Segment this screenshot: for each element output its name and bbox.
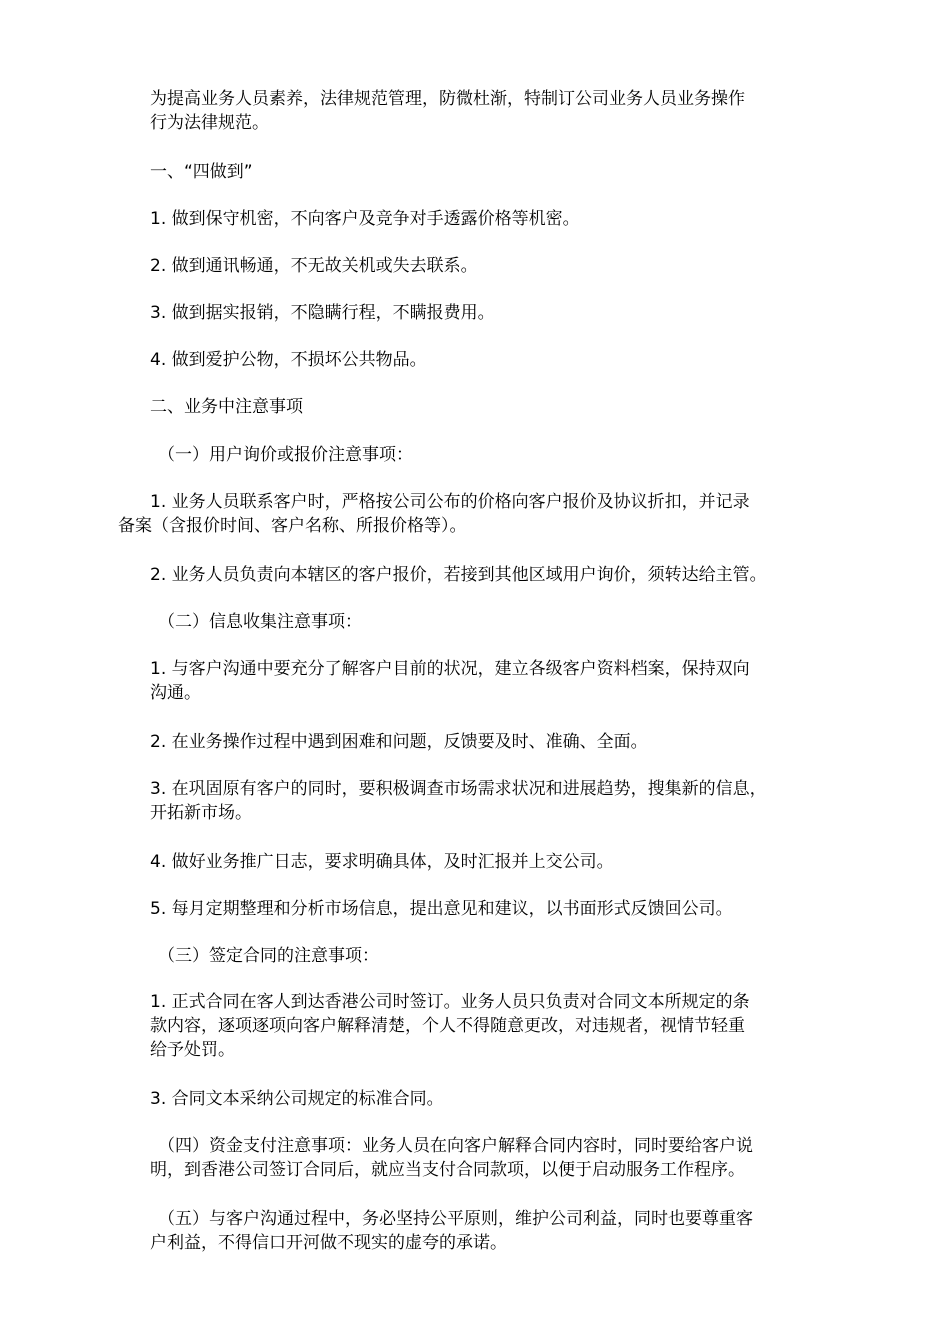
intro-line-1: 为提高业务人员素养，法律规范管理，防微杜渐，特制订公司业务人员业务操作 bbox=[150, 89, 745, 109]
s1-item-3-text: 3. 做到据实报销，不隐瞒行程，不瞒报费用。 bbox=[150, 303, 495, 323]
sub-2-title: （二）信息收集注意事项： bbox=[158, 612, 362, 632]
sub-2-heading bbox=[158, 610, 848, 634]
sub-2-item-4 bbox=[150, 850, 840, 874]
sub-4-line-2: 明，到香港公司签订合同后，就应当支付合同款项，以便于启动服务工作程序。 bbox=[150, 1160, 745, 1180]
sub-3-item-2-text: 3. 合同文本采纳公司规定的标准合同。 bbox=[150, 1089, 444, 1109]
sub-2-item-2 bbox=[150, 730, 840, 754]
s1-item-3 bbox=[150, 301, 840, 325]
s1-item-2 bbox=[150, 254, 840, 278]
sub-3-heading bbox=[158, 944, 848, 968]
section-2-title: 二、业务中注意事项 bbox=[150, 397, 303, 417]
s1-item-4 bbox=[150, 348, 840, 372]
section-2-heading bbox=[150, 395, 840, 419]
sub-5-paragraph bbox=[150, 1207, 840, 1255]
sub-1-item-1-line-2: 备案（含报价时间、客户名称、所报价格等）。 bbox=[118, 516, 467, 536]
sub-1-heading bbox=[158, 443, 848, 467]
sub-3-item-1-line-1: 1. 正式合同在客人到达香港公司时签订。业务人员只负责对合同文本所规定的条 bbox=[150, 992, 750, 1012]
sub-4-line-1: （四）资金支付注意事项：业务人员在向客户解释合同内容时，同时要给客户说 bbox=[158, 1136, 753, 1156]
sub-4-paragraph bbox=[150, 1134, 840, 1182]
sub-2-item-5 bbox=[150, 897, 840, 921]
sub-3-item-1-line-3: 给予处罚。 bbox=[150, 1040, 235, 1060]
s1-item-4-text: 4. 做到爱护公物，不损坏公共物品。 bbox=[150, 350, 427, 370]
sub-3-item-2 bbox=[150, 1087, 840, 1111]
sub-2-item-3 bbox=[150, 777, 840, 825]
sub-2-item-1-line-2: 沟通。 bbox=[150, 683, 201, 703]
sub-2-item-1 bbox=[150, 657, 840, 705]
sub-3-item-1-line-2: 款内容，逐项逐项向客户解释清楚，个人不得随意更改，对违规者，视情节轻重 bbox=[150, 1016, 745, 1036]
sub-3-title: （三）签定合同的注意事项： bbox=[158, 946, 379, 966]
sub-2-item-5-text: 5. 每月定期整理和分析市场信息，提出意见和建议，以书面形式反馈回公司。 bbox=[150, 899, 733, 919]
sub-2-item-3-line-2: 开拓新市场。 bbox=[150, 803, 252, 823]
sub-3-item-1 bbox=[150, 990, 840, 1062]
sub-2-item-3-line-1: 3. 在巩固原有客户的同时，要积极调查市场需求状况和进展趋势，搜集新的信息， bbox=[150, 779, 767, 799]
sub-1-item-1 bbox=[118, 490, 843, 538]
s1-item-1 bbox=[150, 207, 840, 231]
intro-line-2: 行为法律规范。 bbox=[150, 113, 269, 133]
sub-2-item-2-text: 2. 在业务操作过程中遇到困难和问题，反馈要及时、准确、全面。 bbox=[150, 732, 648, 752]
s1-item-2-text: 2. 做到通讯畅通，不无故关机或失去联系。 bbox=[150, 256, 478, 276]
section-1-heading bbox=[150, 160, 840, 184]
sub-2-item-1-line-1: 1. 与客户沟通中要充分了解客户目前的状况，建立各级客户资料档案，保持双向 bbox=[150, 659, 750, 679]
s1-item-1-text: 1. 做到保守机密，不向客户及竞争对手透露价格等机密。 bbox=[150, 209, 580, 229]
sub-1-item-2-text: 2. 业务人员负责向本辖区的客户报价，若接到其他区域用户询价，须转达给主管。 bbox=[150, 565, 767, 585]
sub-1-title: （一）用户询价或报价注意事项： bbox=[158, 445, 413, 465]
sub-1-item-1-line-1: 1. 业务人员联系客户时，严格按公司公布的价格向客户报价及协议折扣，并记录 bbox=[150, 492, 750, 512]
intro-paragraph bbox=[150, 87, 840, 135]
sub-5-line-1: （五）与客户沟通过程中，务必坚持公平原则，维护公司利益，同时也要尊重客 bbox=[158, 1209, 753, 1229]
sub-2-item-4-text: 4. 做好业务推广日志，要求明确具体，及时汇报并上交公司。 bbox=[150, 852, 614, 872]
section-1-title: 一、“四做到” bbox=[150, 162, 253, 182]
sub-1-item-2 bbox=[150, 563, 840, 587]
sub-5-line-2: 户利益，不得信口开河做不现实的虚夸的承诺。 bbox=[150, 1233, 507, 1253]
